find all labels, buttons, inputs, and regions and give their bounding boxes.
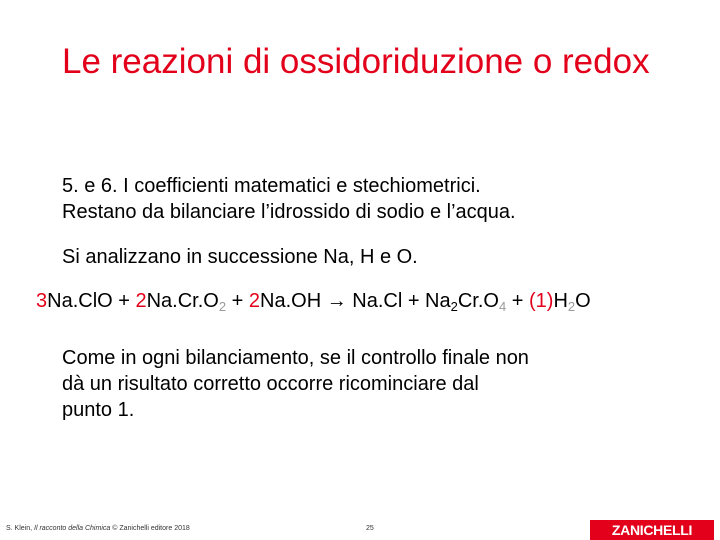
paragraph-conclusion bbox=[62, 345, 682, 423]
equation-plus-1: + bbox=[226, 290, 249, 312]
equation-term-cro: Cr.O bbox=[457, 290, 499, 312]
footer-publisher: © Zanichelli editore 2018 bbox=[110, 525, 190, 532]
paragraph-steps-line2: Restano da bilanciare l’idrossido di sodio e l’acqua. bbox=[62, 201, 516, 223]
paragraph-conclusion-line3: punto 1. bbox=[62, 399, 135, 421]
paragraph-steps-line1: 5. e 6. I coefficienti matematici e stechiometrici. bbox=[62, 175, 481, 197]
equation-term-h: H bbox=[553, 290, 568, 312]
footer-book-title: Il racconto della Chimica bbox=[34, 525, 111, 532]
coefficient-water: (1) bbox=[529, 290, 554, 312]
equation-term-naoh-nacl-na: Na.OH → Na.Cl + Na bbox=[260, 290, 451, 312]
subscript-o2: 2 bbox=[218, 299, 227, 314]
paragraph-steps bbox=[62, 173, 682, 225]
footer-author: S. Klein, bbox=[6, 525, 35, 532]
paragraph-analysis: Si analizzano in successione Na, H e O. bbox=[62, 246, 418, 268]
chemical-equation bbox=[36, 287, 716, 315]
subscript-h2: 2 bbox=[567, 299, 576, 314]
equation-term-nacro2: Na.Cr.O bbox=[146, 290, 219, 312]
slide-title: Le reazioni di ossidoriduzione o redox bbox=[62, 42, 650, 81]
equation-plus-2: + bbox=[506, 290, 530, 312]
coefficient-naclo: 3 bbox=[36, 290, 48, 312]
footer-credit bbox=[6, 525, 190, 532]
zanichelli-logo: ZANICHELLI bbox=[590, 520, 714, 540]
coefficient-naoh: 2 bbox=[248, 290, 261, 312]
equation-term-o: O bbox=[575, 290, 591, 312]
paragraph-conclusion-line1: Come in ogni bilanciamento, se il controllo finale non bbox=[62, 347, 529, 369]
equation-term-naclo: Na.ClO + bbox=[47, 290, 136, 312]
subscript-o4: 4 bbox=[498, 299, 507, 314]
coefficient-nacro2: 2 bbox=[135, 290, 147, 312]
subscript-na2: 2 bbox=[450, 299, 458, 314]
paragraph-conclusion-line2: dà un risultato corretto occorre ricominciare dal bbox=[62, 373, 479, 395]
page-number: 25 bbox=[366, 525, 374, 532]
